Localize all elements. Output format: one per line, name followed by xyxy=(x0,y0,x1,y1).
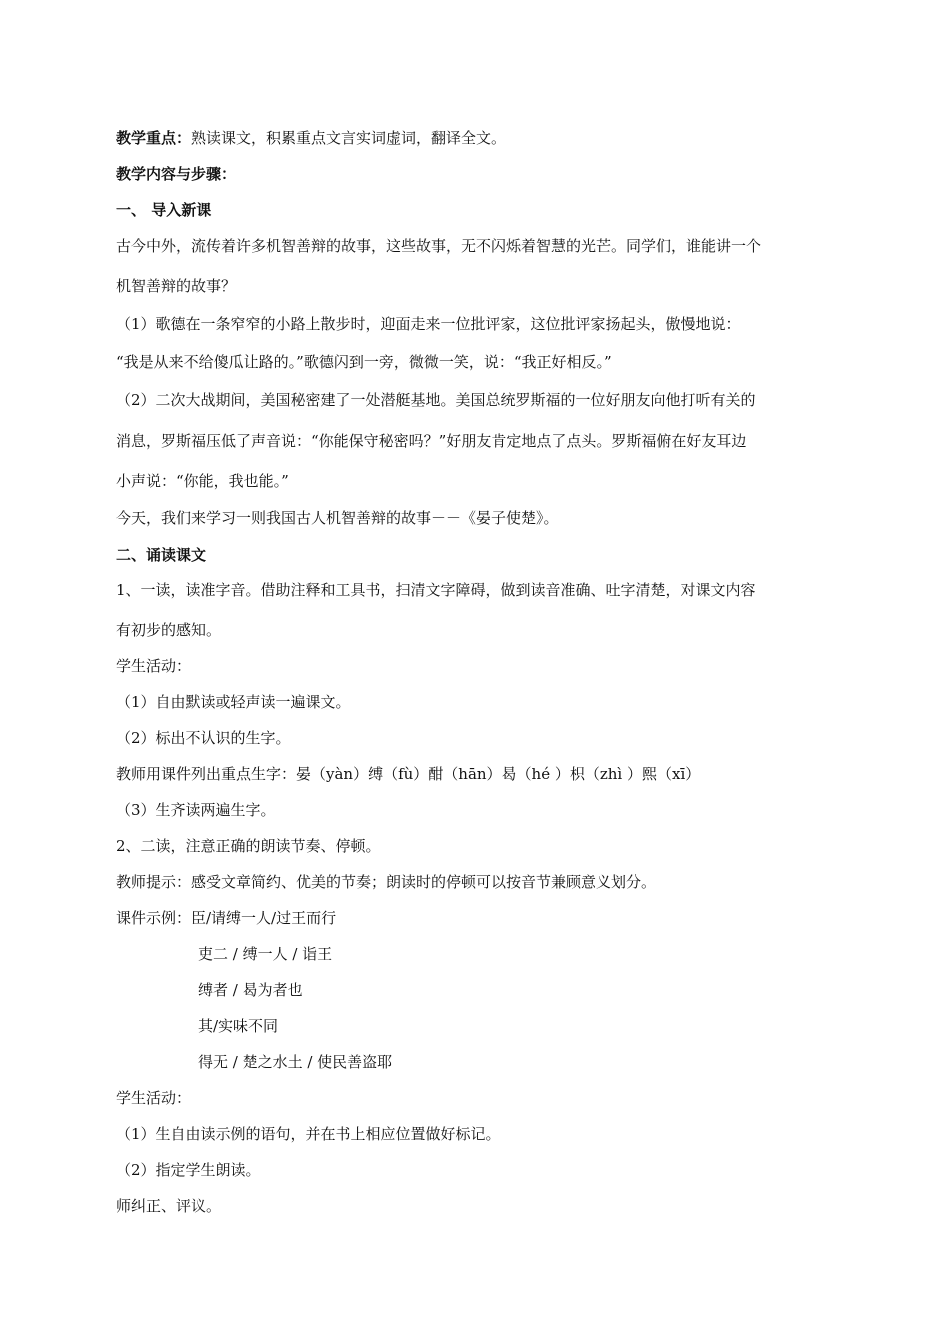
key-points-line xyxy=(116,128,506,148)
example-line-3: 缚者 / 曷为者也 xyxy=(198,981,303,999)
example-line-2: 吏二 / 缚一人 / 诣王 xyxy=(198,945,333,963)
activity-2: （2）标出不认识的生字。 xyxy=(116,729,291,747)
activity-1: （1）自由默读或轻声读一遍课文。 xyxy=(116,693,351,711)
example-line-1: 课件示例：臣/请缚一人/过王而行 xyxy=(116,909,337,927)
story1-line-1: （1）歌德在一条窄窄的小路上散步时，迎面走来一位批评家，这位批评家扬起头，傲慢地说： xyxy=(116,315,741,333)
activity-3: （3）生齐读两遍生字。 xyxy=(116,801,276,819)
intro-line-1: 古今中外，流传着许多机智善辩的故事，这些故事，无不闪烁着智慧的光芒。同学们，谁能讲一个 xyxy=(116,237,762,255)
content-steps-heading: 教学内容与步骤： xyxy=(116,165,237,183)
teacher-correction-line: 师纠正、评议。 xyxy=(116,1197,222,1215)
story2-line-2: 消息，罗斯福压低了声音说：“你能保守秘密吗？”好朋友肯定地点了点头。罗斯福俯在好友耳边 xyxy=(116,432,747,450)
section1-heading: 一、 导入新课 xyxy=(116,201,212,219)
example-line-4: 其/实味不同 xyxy=(198,1017,279,1035)
story1-line-2: “我是从来不给傻瓜让路的。”歌德闪到一旁，微微一笑，说：“我正好相反。” xyxy=(116,353,612,371)
activity-5: （2）指定学生朗读。 xyxy=(116,1161,261,1179)
story2-line-3: 小声说：“你能，我也能。” xyxy=(116,472,289,490)
activity-4: （1）生自由读示例的语句，并在书上相应位置做好标记。 xyxy=(116,1125,501,1143)
key-points-text: 熟读课文，积累重点文言实词虚词，翻译全文。 xyxy=(191,129,507,147)
key-points-label: 教学重点： xyxy=(116,129,192,147)
student-activity-label-1: 学生活动： xyxy=(116,657,192,675)
teacher-tip-line: 教师提示：感受文章简约、优美的节奏；朗读时的停顿可以按音节兼顾意义划分。 xyxy=(116,873,657,891)
intro-line-2: 机智善辩的故事？ xyxy=(116,277,237,295)
section2-heading: 二、诵读课文 xyxy=(116,546,207,564)
teacher-characters-line: 教师用课件列出重点生字：晏（yàn）缚（fù）酣（hān）曷（hé ）枳（zhì ）熙（xī） xyxy=(116,765,701,783)
read1-line-2: 有初步的感知。 xyxy=(116,621,222,639)
today-line: 今天，我们来学习一则我国古人机智善辩的故事－－《晏子使楚》。 xyxy=(116,509,559,527)
example-line-5: 得无 / 楚之水土 / 使民善盗耶 xyxy=(198,1053,393,1071)
story2-line-1: （2）二次大战期间，美国秘密建了一处潜艇基地。美国总统罗斯福的一位好朋友向他打听有关的 xyxy=(116,391,756,409)
student-activity-label-2: 学生活动： xyxy=(116,1089,192,1107)
read1-line-1: 1、一读，读准字音。借助注释和工具书，扫清文字障碍，做到读音准确、吐字清楚，对课文内容 xyxy=(116,581,756,599)
read2-line: 2、二读，注意正确的朗读节奏、停顿。 xyxy=(116,837,381,855)
